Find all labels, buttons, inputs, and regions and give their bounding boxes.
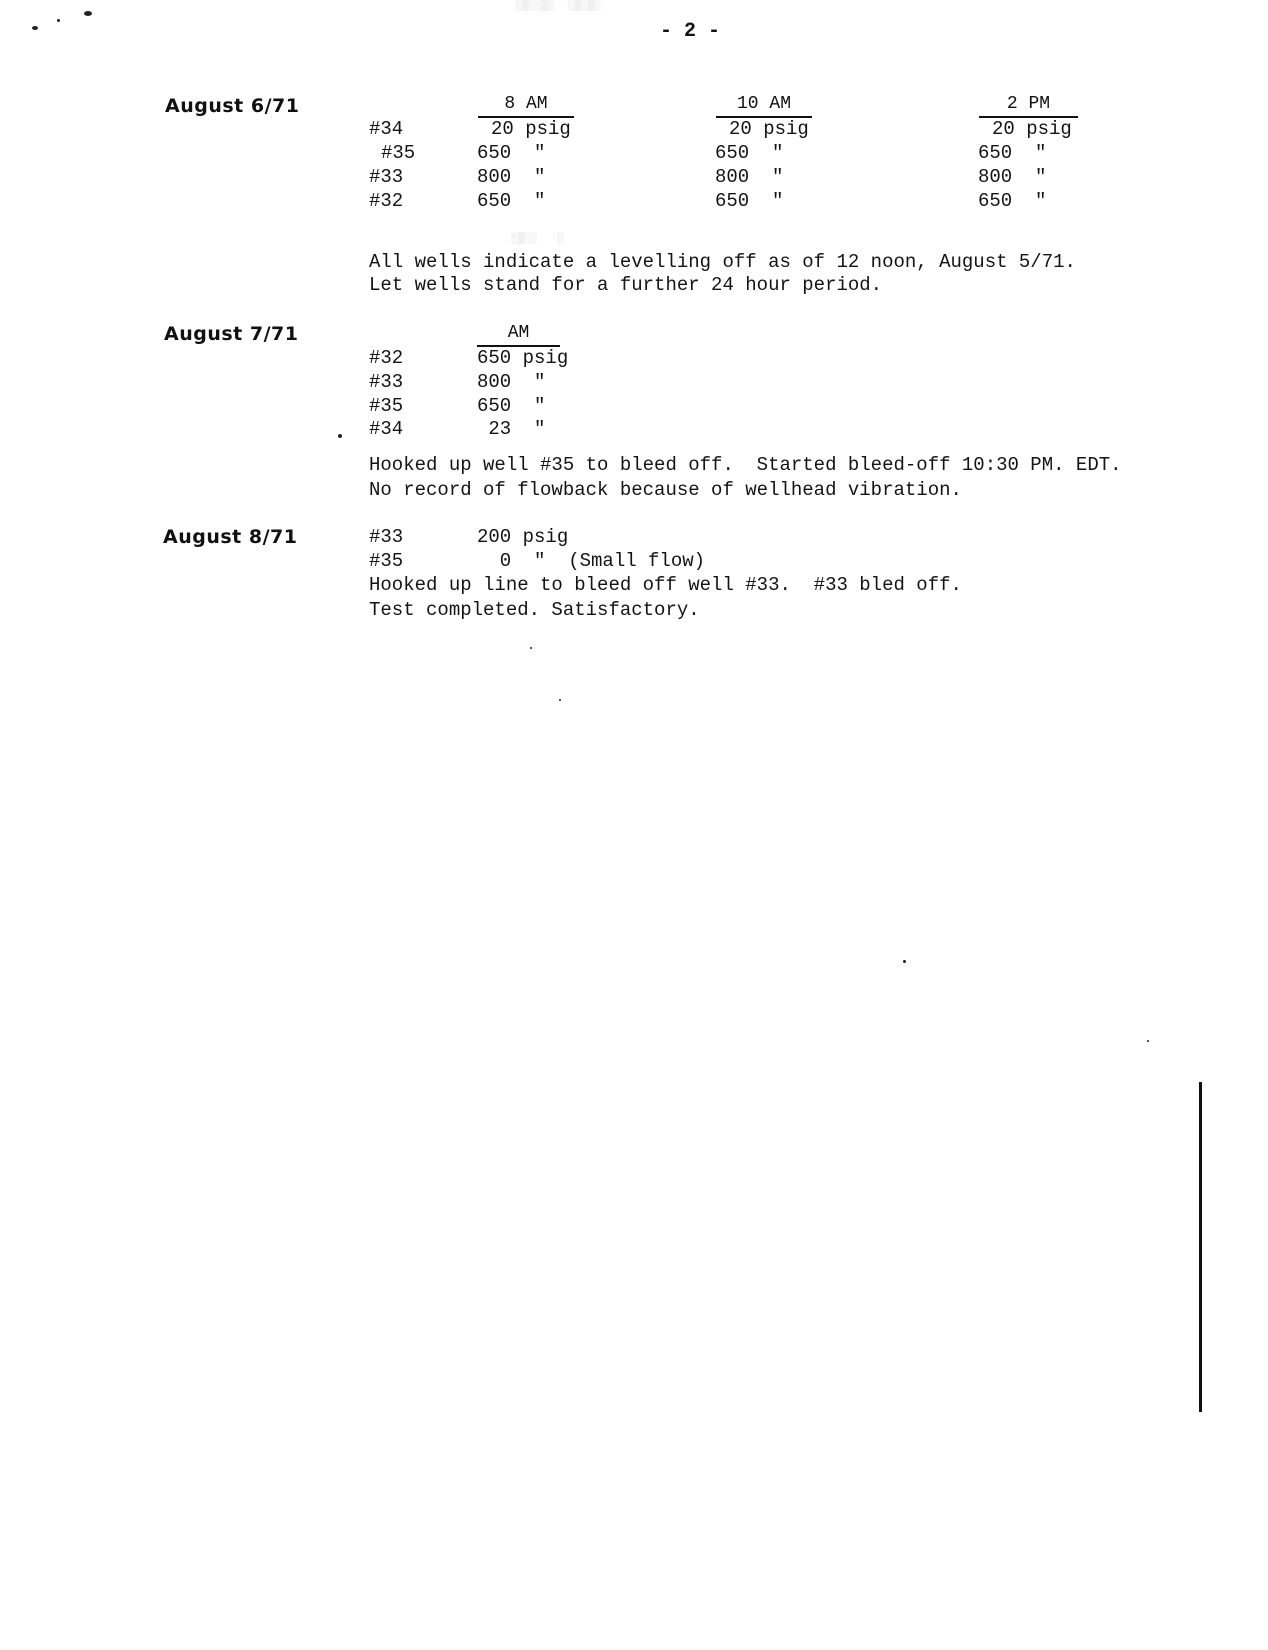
ink-speck [1147,1040,1149,1042]
pressure-value: 20 psig [729,118,809,140]
entry-date: August 8/71 [163,526,298,548]
ink-speck [84,11,92,16]
scan-edge-line [1199,1082,1202,1412]
pressure-value: 650 " [715,190,784,212]
well-label: #33 [369,166,404,188]
pressure-value: 23 " [477,418,546,440]
pressure-value: 800 " [715,166,784,188]
column-header: 2 PM [1006,94,1051,114]
ink-speck [903,960,906,963]
well-label: #34 [369,118,404,140]
page-number: - 2 - [659,20,720,43]
well-label: #33 [369,371,404,393]
ink-speck [57,19,60,22]
pressure-value: 800 " [978,166,1047,188]
well-label: #32 [369,347,404,369]
ink-speck [530,647,532,649]
note-line: Hooked up line to bleed off well #33. #33 bled off. [369,574,962,596]
note-line: Hooked up well #35 to bleed off. Started bleed-off 10:30 PM. EDT. [369,454,1122,476]
column-header: 8 AM [504,94,548,114]
entry-date: August 6/71 [165,95,300,117]
well-label: #33 [369,526,404,548]
bleed-through-mark: ░▒░░ ░ [511,233,564,245]
well-label: #32 [369,190,404,212]
pressure-value: 650 " [978,142,1047,164]
pressure-value: 650 " [477,395,546,417]
pressure-value: 800 " [477,371,546,393]
well-label: #35 [369,395,404,417]
note-line: Let wells stand for a further 24 hour period. [369,274,883,296]
pressure-value: 650 psig [477,347,569,369]
note-line: All wells indicate a levelling off as of 12 noon, August 5/71. [369,251,1076,273]
column-header: AM [507,323,530,343]
pressure-value: 0 " (Small flow) [477,550,706,572]
note-line: Test completed. Satisfactory. [369,599,700,621]
pressure-value: 200 psig [477,526,569,548]
column-header: 10 AM [736,94,791,114]
well-label: #35 [381,142,416,164]
note-line: No record of flowback because of wellhead vibration. [369,479,962,501]
ink-speck [32,26,38,30]
pressure-value: 20 psig [491,118,571,140]
pressure-value: 800 " [477,166,546,188]
ink-speck [338,434,342,438]
bleed-through-mark: ░▒░░▒░ ░▒░▒░ [515,0,601,12]
entry-date: August 7/71 [164,323,299,345]
pressure-value: 20 psig [992,118,1072,140]
pressure-value: 650 " [477,142,546,164]
well-label: #34 [369,418,404,440]
pressure-value: 650 " [715,142,784,164]
pressure-value: 650 " [477,190,546,212]
ink-speck [559,699,561,701]
well-label: #35 [369,550,404,572]
pressure-value: 650 " [978,190,1047,212]
